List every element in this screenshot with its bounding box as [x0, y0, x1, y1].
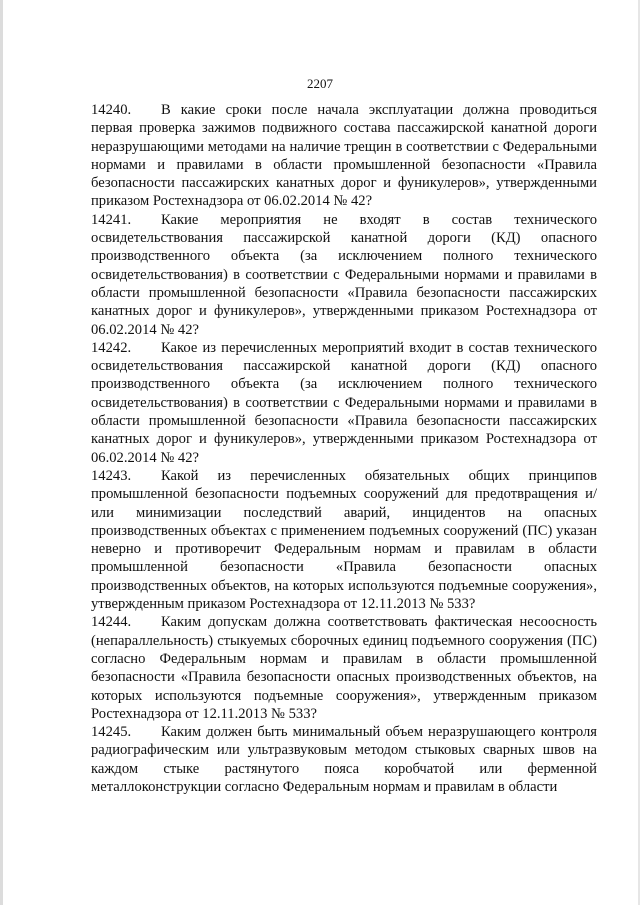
question-14244	[91, 613, 597, 723]
question-14241	[91, 211, 597, 339]
question-text: Какие мероприятия не входят в состав технического освидетельствования пассажирской канатной дороги (КД) опасного производственного объекта (за исключением полного технического освидетельствования) в соответствии с Федеральными нормами и правилами в области промышленной безопасности «Правила безопасности пассажирских канатных дорог и фуникулеров», утвержденными приказом Ростехнадзора от 06.02.2014 № 42?	[91, 211, 597, 338]
question-number: 14243.	[91, 467, 132, 484]
scan-edge-left	[0, 0, 3, 905]
question-number: 14240.	[91, 102, 132, 118]
question-number: 14244.	[91, 614, 132, 631]
question-number: 14241.	[91, 211, 132, 228]
question-14243	[91, 467, 597, 613]
question-number: 14242.	[91, 339, 132, 356]
question-text: Какое из перечисленных мероприятий входит в состав технического освидетельствования пассажирской канатной дороги (КД) опасного производственного объекта (за исключением полного технического освидетельствования) в соответствии с Федеральными нормами и правилами в области промышленной безопасности «Правила безопасности пассажирских канатных дорог и фуникулеров», утвержденными приказом Ростехнадзора от 06.02.2014 № 42?	[91, 339, 597, 466]
page-number: 2207	[307, 76, 333, 91]
question-14245	[91, 723, 597, 796]
question-number: 14245.	[91, 724, 132, 741]
question-text: Какой из перечисленных обязательных общих принципов промышленной безопасности подъемных сооружений для предотвращения и/или минимизации последствий аварий, инцидентов на опасных производственных объектах с применением подъемных сооружений (ПС) указан неверно и противоречит Федеральным нормам и правилам в области промышленной безопасности «Правила безопасности опасных производственных объектов, на которых используются подъемные сооружения», утвержденным приказом Ростехнадзора от 12.11.2013 № 533?	[91, 467, 597, 613]
question-14240	[91, 101, 597, 211]
question-14242	[91, 339, 597, 467]
question-text: В какие сроки после начала эксплуатации должна проводиться первая проверка зажимов подвижного состава пассажирской канатной дороги неразрушающими методами на наличие трещин в соответствии с Федеральными нормами и правилами в области промышленной безопасности «Правила безопасности пассажирских канатных дорог и фуникулеров», утвержденными приказом Ростехнадзора от 06.02.2014 № 42?	[91, 102, 597, 210]
question-text: Каким допускам должна соответствовать фактическая несоосность (непараллельность) стыкуемых сборочных единиц подъемного сооружения (ПС) согласно Федеральным нормам и правилам в области промышленной безопасности «Правила безопасности опасных производственных объектов, на которых используются подъемные сооружения», утвержденным приказом Ростехнадзора от 12.11.2013 № 533?	[91, 614, 597, 722]
question-text: Каким должен быть минимальный объем неразрушающего контроля радиографическим или ультразвуковым методом стыковых сварных швов на каждом стыке растянутого пояса коробчатой или ферменной металлоконструкции согласно Федеральным нормам и правилам в области	[91, 724, 597, 795]
questions-body	[91, 101, 597, 796]
